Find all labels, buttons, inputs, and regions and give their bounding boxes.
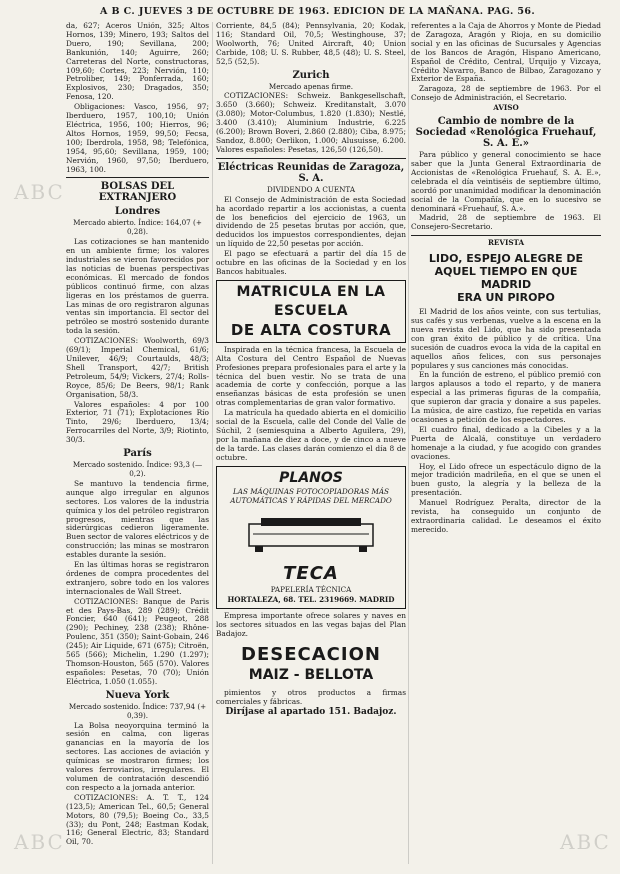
divider: [66, 177, 209, 178]
section-label: REVISTA: [487, 238, 525, 248]
watermark: ABC: [14, 830, 65, 854]
column-3: [411, 22, 601, 862]
article-headline: [411, 252, 601, 304]
paragraph: COTIZACIONES: Banque de Paris et des Pays-Bas, 289 (289); Crédit Foncier, 640 (641); Peugeot, 288 (290); Pechiney, 238 (238); Rhône-Poulenc, 351 (350); Saint-Gobain, 246 (245); Air Liquide, 671 (675); Citroën, 565 (566); Michelin, 1.290 (1.297); Thomson-Houston, 565 (570). Valores españoles: Pesetas, 70 (70); Unión Eléctrica, 1.050 (1.055).: [66, 596, 209, 686]
paragraph: En las últimas horas se registraron órdenes de compra procedentes del extranjero, sobre todo en los valores internacionales de Wall Street.: [66, 560, 209, 596]
section-title: BOLSAS DEL EXTRANJERO: [98, 181, 177, 204]
ad-headline-line: MATRICULA EN LA ESCUELA: [236, 283, 386, 319]
notice-title: Eléctricas Reunidas de Zaragoza, S. A.: [217, 161, 405, 184]
notice-label: AVISO: [493, 103, 519, 113]
market-index: Mercado sostenido. Índice: 737,94 (+ 0,39).: [68, 701, 207, 720]
paragraph: referentes a la Caja de Ahorros y Monte de Piedad de Zaragoza, Aragón y Rioja, en su domicilio social y en las oficinas de Sucursales y Agencias de los Bancos de Aragón, Hispano Americano, Español de Crédito, Central, Urquijo y Vizcaya, Crédito Navarro, Banco de Bilbao, Zaragozano y Exterior de España.: [411, 22, 601, 84]
paragraph: Se mantuvo la tendencia firme, aunque algo irregular en algunos sectores. Los valores de la industria química y los del petróleo registraron progresos, mientras que las siderúrgicas cedieron ligeramente. Buen sector de valores eléctricos y de construcción; las minas se mostraron estables durante la sesión.: [66, 478, 209, 560]
ad-company-name: TECA: [283, 563, 339, 585]
paragraph: Las cotizaciones se han mantenido en un ambiente firme; los valores industriales se vieron favorecidos por las noticias de buenas perspectivas económicas. El mercado de fondos públicos continuó firme, con alzas ligeras en los préstamos de guerra. Las minas de oro registraron algunas ventas sin importancia. El sector del petróleo se mostró sostenido durante toda la sesión.: [66, 237, 209, 336]
column-2: [216, 22, 406, 862]
watermark: ABC: [14, 180, 65, 204]
paragraph: Valores españoles: 4 por 100 Exterior, 71 (71); Explotaciones Río Tinto, 29/6; Iberduero, 13/4; Ferrocarriles del Norte, 3/9; Riotinto, 30/3.: [66, 399, 209, 445]
ad-brand: PLANOS: [279, 469, 343, 486]
notice-subtitle: DIVIDENDO A CUENTA: [266, 184, 356, 194]
paragraph: Manuel Rodríguez Peralta, director de la revista, ha conseguido un conjunto de extraordinaria calidad. Le deseamos el éxito merecido.: [411, 498, 601, 534]
ad-tagline: LAS MÁQUINAS FOTOCOPIADORAS MÁS AUTOMÁTICAS Y RÁPIDAS DEL MERCADO: [230, 486, 392, 505]
ad-title: DESECACION: [241, 643, 381, 665]
paragraph: El pago se efectuará a partir del día 15 de octubre en las oficinas de la Sociedad y en los Bancos habituales.: [216, 249, 406, 276]
market-index: Mercado apenas firme.: [268, 81, 354, 91]
column-divider: [212, 22, 213, 864]
paragraph: COTIZACIONES: A. T. T., 124 (123,5); American Tel., 60,5; General Motors, 80 (79,5); Boeing Co., 33,5 (33); du Pont, 248; Eastman Kodak, 116; General Electric, 83; Standard Oil, 70.: [66, 792, 209, 847]
subsection-title: Nueva York: [105, 689, 170, 701]
paragraph: La matrícula ha quedado abierta en el domicilio social de la Escuela, calle del Conde del Valle de Súchil, 2 (semiesquina a Alberto Aguilera, 29), por la mañana de diez a doce, y de cinco a nueve de la tarde. Las clases darán comienzo el día 8 de octubre.: [216, 408, 406, 462]
ad-address: HORTALEZA, 68. TEL. 2319669. MADRID: [227, 595, 395, 605]
paragraph: Madrid, 28 de septiembre de 1963. El Consejero-Secretario.: [411, 213, 601, 232]
ad-teca: [216, 466, 406, 610]
market-index: Mercado sostenido. Índice: 93,3 (— 0,2).: [72, 460, 203, 478]
paragraph: El Madrid de los años veinte, con sus tertulias, sus cafés y sus verbenas, vuelve a la escena en la nueva revista del Lido, que ha sido presentada con gran éxito de público y de crítica. Una sucesión de cuadros evoca la vida de la capital en aquellos años felices, con sus personajes populares y sus canciones más conocidas.: [411, 307, 601, 370]
divider: [411, 235, 601, 236]
watermark: ABC: [560, 830, 611, 854]
paragraph: COTIZACIONES: Schweiz. Bankgesellschaft, 3.650 (3.660); Schweiz. Kreditanstalt, 3.070 (3.080); Motor-Columbus, 1.820 (1.830); Nestlé, 3.400 (3.410); Aluminium Industrie, 6.225 (6.200); Brown Boveri, 2.860 (2.880); Ciba, 8.975; Sandoz, 8.800; Oerlikon, 1.000; Alusuisse, 6.200. Valores españoles: Pesetas, 126,50 (126,50).: [216, 91, 406, 154]
subsection-title: París: [123, 448, 152, 460]
ad-alta-costura: [216, 280, 406, 343]
column-divider: [408, 22, 409, 864]
paragraph: La Bolsa neoyorquina terminó la sesión en calma, con ligeras ganancias en la mayoría de los sectores. Las acciones de aviación y químicas se mostraron firmes; los valores ferroviarios, irregulares. El volumen de contratación descendió con respecto a la jornada anterior.: [66, 720, 209, 792]
paragraph: Empresa importante ofrece solares y naves en los sectores situados en las vegas bajas del Plan Badajoz.: [216, 611, 406, 638]
ad-company-sub: PAPELERÍA TÉCNICA: [270, 585, 352, 595]
paragraph: Inspirada en la técnica francesa, la Escuela de Alta Costura del Centro Español de Nuevas Profesiones prepara profesionales para el arte y la técnica del buen vestir. No se trata de una academia de corte y confección, porque a las enseñanzas básicas de esta profesión se unen otras complementarias de gran valor formativo.: [216, 344, 406, 408]
headline-line: LIDO, ESPEJO ALEGRE DE: [428, 252, 584, 266]
paragraph: Obligaciones: Vasco, 1956, 97; Iberduero, 1957, 100,10; Unión Eléctrica, 1956, 100; Hierros, 96; Altos Hornos, 1959, 99,50; Fecsa, 100; Iberdrola, 1958, 98; Telefónica, 1954, 95,60; Sevillana, 1959, 100; Nervión, 1960, 97,50; Iberduero, 1963, 100.: [66, 102, 209, 174]
ad-desecacion: [216, 642, 406, 686]
paragraph: pimientos y otros productos a firmas comerciales y fábricas.: [216, 687, 406, 706]
paragraph: Hoy, el Lido ofrece un espectáculo digno de la mejor tradición madrileña, en el que se unen el buen gusto, la alegría y la belleza de la presentación.: [411, 461, 601, 498]
paragraph: El Consejo de Administración de esta Sociedad ha acordado repartir a los accionistas, a cuenta de los beneficios del ejercicio de 1963, un dividendo de 25 pesetas brutas por acción, que, deducidos los impuestos correspondientes, dejan un líquido de 22,50 pesetas por acción.: [216, 194, 406, 249]
paragraph: Para público y general conocimiento se hace saber que la Junta General Extraordinaria de Accionistas de «Renológica Fruehauf, S. A. E.», celebrada el día veintiséis de septiembre último, acordó por unanimidad modificar la denominación social de la Compañía, que en lo sucesivo se denominará «Fruehauf, S. A.».: [411, 150, 601, 213]
copier-machine-illustration: [231, 510, 391, 556]
paragraph: COTIZACIONES: Woolworth, 69/3 (69/1); Imperial Chemical, 61/6; Unilever, 46/9; Courtaulds, 48/3; Shell Transport, 42/7; British Petroleum, 54/9; Vickers, 27/4; Rolls-Royce, 85/6; De Beers, 98/1; Rank Organisation, 58/3.: [66, 336, 209, 399]
ad-headline-line: DE ALTA COSTURA: [230, 320, 392, 339]
paragraph: En la función de estreno, el público premió con largos aplausos a todo el reparto, y de manera especial a las primeras figuras de la compañía, que supieron dar gracia y donaire a sus papeles. La música, de aire castizo, fue repetida en varias ocasiones a petición de los espectadores.: [411, 370, 601, 424]
paragraph: da, 627; Aceros Unión, 325; Altos Hornos, 139; Minero, 193; Saltos del Duero, 190; Sevillana, 200; Bankunión, 140; Aguirre, 260; Carreteras del Norte, constructoras, 109,60; Cortes, 223; Nervión, 110; Petroliber, 149; Ponferrada, 160; Explosivos, 230; Dragados, 350; Fenosa, 120.: [66, 22, 209, 102]
paragraph: El cuadro final, dedicado a la Cibeles y a la Puerta de Alcalá, constituye un verdadero homenaje a la ciudad, y fue acogido con grandes ovaciones.: [411, 424, 601, 461]
page-header: [0, 0, 620, 24]
ad-headline: [221, 283, 401, 340]
paragraph: Zaragoza, 28 de septiembre de 1963. Por el Consejo de Administración, el Secretario.: [411, 84, 601, 103]
subsection-title: Londres: [114, 206, 161, 218]
headline-line: ERA UN PIROPO: [457, 291, 555, 305]
header-line: A B C. JUEVES 3 DE OCTUBRE DE 1963. EDICION DE LA MAÑANA. PAG. 56.: [100, 6, 536, 17]
notice-title: Cambio de nombre de la Sociedad «Renológica Fruehauf, S. A. E.»: [415, 116, 597, 150]
ad-subtitle: MAIZ - BELLOTA: [248, 666, 374, 683]
ad-contact: Diríjase al apartado 151. Badajoz.: [225, 706, 397, 717]
market-index: Mercado abierto. Índice: 164,07 (+ 0,28).: [73, 218, 202, 237]
paragraph: Corriente, 84,5 (84); Pennsylvania, 20; Kodak, 116; Standard Oil, 70,5; Westinghouse, 37; Woolworth, 76; United Aircraft, 40; Union Carbide, 108; U. S. Rubber, 48,5 (48); U. S. Steel, 52,5 (52,5).: [216, 22, 406, 66]
subsection-title: Zurich: [292, 69, 330, 81]
column-1: [66, 22, 209, 862]
headline-line: AQUEL TIEMPO EN QUE MADRID: [434, 265, 578, 292]
divider: [216, 158, 406, 159]
